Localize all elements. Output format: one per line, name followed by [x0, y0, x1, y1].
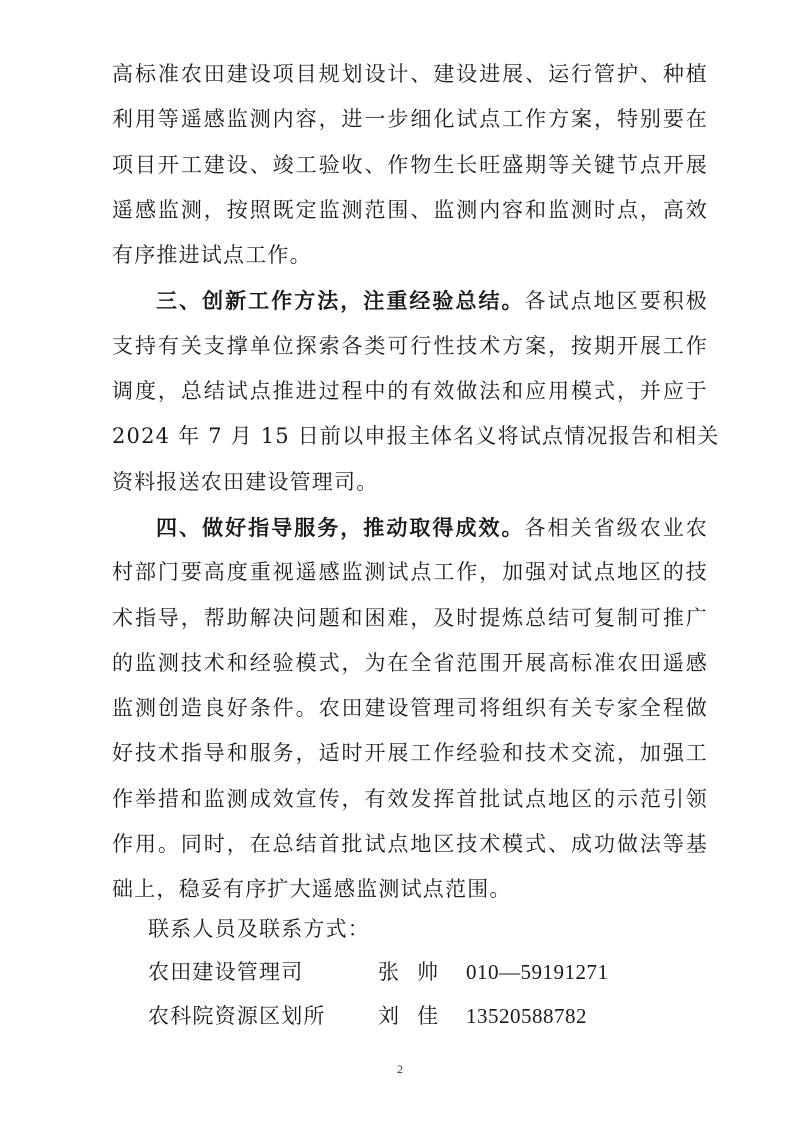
- body-line: 资料报送农田建设管理司。: [112, 469, 379, 494]
- body-line: 的监测技术和经验模式，为在全省范围开展高标准农田遥感: [112, 650, 708, 675]
- section-three-heading: 三、创新工作方法，注重经验总结。: [156, 288, 525, 314]
- body-line: 支持有关支撑单位探索各类可行性技术方案，按期开展工作: [112, 333, 708, 358]
- body-line: 础上，稳妥有序扩大遥感监测试点范围。: [112, 877, 512, 902]
- document-body: [112, 52, 720, 913]
- body-line: 作用。同时，在总结首批试点地区技术模式、成功做法等基: [112, 832, 708, 857]
- contact-org: 农田建设管理司: [148, 960, 304, 984]
- body-line: 村部门要高度重视遥感监测试点工作，加强对试点地区的技: [112, 560, 708, 585]
- contact-org: 农科院资源区划所: [148, 1004, 326, 1028]
- contact-row: [148, 994, 668, 1038]
- contact-phone: 13520588782: [466, 1004, 587, 1028]
- body-line: 作举措和监测成效宣传，有效发挥首批试点地区的示范引领: [112, 786, 708, 811]
- contact-row: [148, 950, 668, 994]
- body-line: 2024 年 7 月 15 日前以申报主体名义将试点情况报告和相关: [112, 424, 720, 449]
- body-line: 项目开工建设、竣工验收、作物生长旺盛期等关键节点开展: [112, 152, 708, 177]
- body-line: 有序推进试点工作。: [112, 243, 312, 268]
- section-three-first-line: [112, 278, 708, 323]
- section-four-first-line: [112, 505, 708, 550]
- contact-phone: 010—59191271: [466, 960, 609, 984]
- body-line: 高标准农田建设项目规划设计、建设进展、运行管护、种植: [112, 62, 708, 86]
- contact-title: 联系人员及联系方式：: [148, 917, 370, 941]
- body-line: 遥感监测，按照既定监测范围、监测内容和监测时点，高效: [112, 197, 708, 222]
- page-number: 2: [397, 1062, 403, 1076]
- section-four-heading: 四、做好指导服务，推动取得成效。: [156, 514, 525, 540]
- contact-name: 张帅: [378, 960, 456, 984]
- body-line: 术指导，帮助解决问题和困难，及时提炼总结可复制可推广: [112, 605, 708, 630]
- body-line: 好技术指导和服务，适时开展工作经验和技术交流，加强工: [112, 741, 708, 766]
- body-line: 调度，总结试点推进过程中的有效做法和应用模式，并应于: [112, 379, 708, 404]
- body-line: 利用等遥感监测内容，进一步细化试点工作方案，特别要在: [112, 107, 708, 132]
- section-four-first-line-text: 各相关省级农业农: [524, 515, 708, 540]
- contact-block: [148, 908, 668, 1038]
- section-three-first-line-text: 各试点地区要积极: [524, 289, 708, 314]
- contact-name: 刘佳: [378, 1004, 456, 1028]
- body-line: 监测创造良好条件。农田建设管理司将组织有关专家全程做: [112, 696, 708, 721]
